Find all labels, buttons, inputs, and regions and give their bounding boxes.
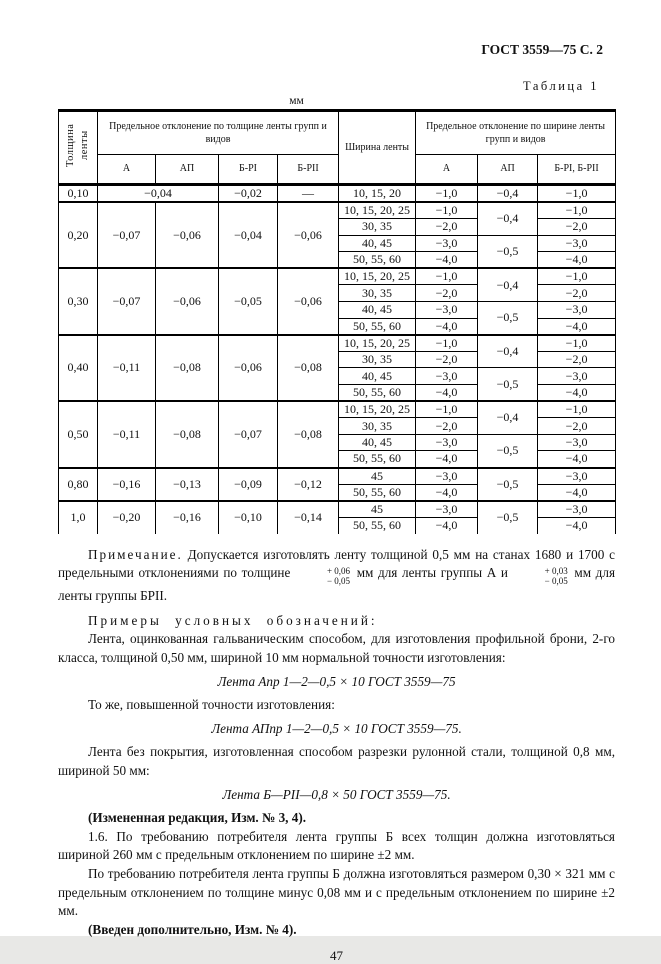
cell-wdev-b: −4,0 xyxy=(538,252,616,269)
cell-wdev-a: −3,0 xyxy=(416,434,478,451)
tolerances-table xyxy=(58,109,616,534)
cell-width: 45 xyxy=(339,501,416,518)
cell-wdev-ap: −0,4 xyxy=(478,268,538,301)
cell-wdev-a: −4,0 xyxy=(416,451,478,468)
example-paragraph-1: Лента, оцинкованная гальваническим способом, для изготовления профильной брони, 2-го класса, толщиной 0,50 мм, шириной 10 мм нормальной точности изготовления: xyxy=(58,631,615,666)
cell-width: 10, 15, 20, 25 xyxy=(339,401,416,418)
page-number: 47 xyxy=(330,948,343,964)
cell-width: 40, 45 xyxy=(339,302,416,319)
cell-wdev-a: −1,0 xyxy=(416,335,478,352)
cell-dev-bri: −0,06 xyxy=(219,335,278,401)
note-text-2: мм для ленты группы А и xyxy=(356,565,508,581)
cell-wdev-b: −2,0 xyxy=(538,219,616,236)
cell-thickness: 0,30 xyxy=(59,268,98,334)
cell-wdev-ap: −0,4 xyxy=(478,335,538,368)
cell-wdev-b: −2,0 xyxy=(538,418,616,435)
cell-width: 30, 35 xyxy=(339,418,416,435)
cell-wdev-ap: −0,5 xyxy=(478,434,538,467)
cell-wdev-b: −4,0 xyxy=(538,318,616,335)
cell-wdev-a: −4,0 xyxy=(416,385,478,402)
cell-dev-bri: −0,05 xyxy=(219,268,278,334)
cell-dev-ap: −0,06 xyxy=(156,202,219,268)
header-group-width-dev: Предельное отклонение по ширине ленты групп и видов xyxy=(416,111,616,155)
subheader-brii: Б-РII xyxy=(278,155,339,185)
cell-wdev-a: −3,0 xyxy=(416,468,478,485)
table-row xyxy=(59,202,616,219)
cell-dev-bri: −0,09 xyxy=(219,468,278,501)
cell-wdev-ap: −0,5 xyxy=(478,501,538,534)
cell-wdev-b: −2,0 xyxy=(538,285,616,302)
cell-wdev-a: −1,0 xyxy=(416,401,478,418)
cell-wdev-b: −4,0 xyxy=(538,385,616,402)
cell-width: 40, 45 xyxy=(339,368,416,385)
header-thickness: Толщина ленты xyxy=(59,111,98,185)
cell-wdev-b: −4,0 xyxy=(538,451,616,468)
subheader-bri: Б-РI xyxy=(219,155,278,185)
table-row xyxy=(59,185,616,203)
note-label: Примечание. xyxy=(88,546,183,562)
cell-dev-ap: −0,08 xyxy=(156,335,219,401)
table-row xyxy=(59,401,616,418)
revision-note-2: (Введен дополнительно, Изм. № 4). xyxy=(88,921,297,937)
cell-thickness: 0,20 xyxy=(59,202,98,268)
cell-wdev-b: −3,0 xyxy=(538,501,616,518)
cell-wdev-b: −3,0 xyxy=(538,368,616,385)
cell-wdev-b: −1,0 xyxy=(538,185,616,203)
cell-wdev-b: −4,0 xyxy=(538,484,616,501)
cell-dev-brii: −0,06 xyxy=(278,268,339,334)
cell-dev-a: −0,20 xyxy=(98,501,156,534)
cell-dev-a: −0,07 xyxy=(98,268,156,334)
cell-wdev-ap: −0,5 xyxy=(478,468,538,501)
cell-width: 10, 15, 20 xyxy=(339,185,416,203)
revision-note-1: (Измененная редакция, Изм. № 3, 4). xyxy=(88,810,307,826)
cell-width: 50, 55, 60 xyxy=(339,385,416,402)
cell-wdev-b: −1,0 xyxy=(538,335,616,352)
subheader-a2: А xyxy=(416,155,478,185)
header-width: Ширина ленты xyxy=(339,111,416,185)
cell-width: 10, 15, 20, 25 xyxy=(339,202,416,219)
cell-wdev-ap: −0,5 xyxy=(478,302,538,335)
cell-wdev-ap: −0,4 xyxy=(478,202,538,235)
clause-1-6-paragraph-2: По требованию потребителя лента группы Б должна изготовляться размером 0,30 × 321 мм с предельным отклонением по толщине минус 0,08 мм и с предельным отклонением по ширине ±2 мм. xyxy=(58,865,615,919)
designation-formula-3: Лента Б—РII—0,8 × 50 ГОСТ 3559—75. xyxy=(222,786,451,802)
cell-dev-brii: −0,08 xyxy=(278,401,339,467)
cell-wdev-b: −1,0 xyxy=(538,202,616,219)
document-header: ГОСТ 3559—75 С. 2 xyxy=(481,42,603,57)
cell-dev-a: −0,16 xyxy=(98,468,156,501)
cell-dev-brii: −0,08 xyxy=(278,335,339,401)
example-paragraph-3: Лента без покрытия, изготовленная способом разрезки рулонной стали, толщиной 0,8 мм, шириной 50 мм: xyxy=(58,744,615,779)
cell-wdev-a: −1,0 xyxy=(416,185,478,203)
tolerance-fraction-a: + 0,06 − 0,05 xyxy=(326,565,351,587)
cell-dev-brii: −0,12 xyxy=(278,468,339,501)
cell-wdev-a: −3,0 xyxy=(416,368,478,385)
cell-width: 30, 35 xyxy=(339,351,416,368)
cell-wdev-a: −4,0 xyxy=(416,252,478,269)
cell-thickness: 0,50 xyxy=(59,401,98,467)
cell-width: 40, 45 xyxy=(339,434,416,451)
cell-wdev-a: −4,0 xyxy=(416,318,478,335)
note-section xyxy=(58,546,615,606)
subheader-ap: АП xyxy=(156,155,219,185)
cell-dev-ap: −0,16 xyxy=(156,501,219,534)
cell-dev-ap: −0,13 xyxy=(156,468,219,501)
cell-width: 50, 55, 60 xyxy=(339,451,416,468)
cell-wdev-a: −1,0 xyxy=(416,202,478,219)
cell-wdev-a: −2,0 xyxy=(416,418,478,435)
header-group-thickness-dev: Предельное отклонение по толщине ленты групп и видов xyxy=(98,111,339,155)
cell-dev-a-ap: −0,04 xyxy=(98,185,219,203)
cell-wdev-a: −3,0 xyxy=(416,235,478,252)
table-row xyxy=(59,268,616,285)
cell-wdev-b: −2,0 xyxy=(538,351,616,368)
cell-wdev-a: −2,0 xyxy=(416,285,478,302)
cell-dev-a: −0,11 xyxy=(98,401,156,467)
designation-formula-1: Лента Апр 1—2—0,5 × 10 ГОСТ 3559—75 xyxy=(217,673,456,689)
cell-dev-bri: −0,07 xyxy=(219,401,278,467)
examples-heading: Примеры условных обозначений: xyxy=(88,612,378,628)
clause-1-6-paragraph-1: 1.6. По требованию потребителя лента группы Б всех толщин должна изготовляться шириной 260 мм с предельным отклонением по ширине ±2 мм. xyxy=(58,828,615,863)
cell-wdev-b: −4,0 xyxy=(538,517,616,534)
subheader-a: А xyxy=(98,155,156,185)
cell-wdev-a: −4,0 xyxy=(416,484,478,501)
cell-wdev-a: −2,0 xyxy=(416,351,478,368)
cell-dev-brii: — xyxy=(278,185,339,203)
cell-thickness: 0,10 xyxy=(59,185,98,203)
cell-width: 45 xyxy=(339,468,416,485)
subheader-b2: Б-РI, Б-РII xyxy=(538,155,616,185)
note-paragraph xyxy=(58,546,615,606)
cell-width: 30, 35 xyxy=(339,285,416,302)
cell-wdev-a: −3,0 xyxy=(416,302,478,319)
table-subheader-row xyxy=(59,155,616,185)
table-header-row xyxy=(59,111,616,155)
cell-width: 50, 55, 60 xyxy=(339,484,416,501)
cell-wdev-ap: −0,4 xyxy=(478,185,538,203)
tolerance-fraction-brii: + 0,03 − 0,05 xyxy=(544,565,568,587)
cell-dev-brii: −0,06 xyxy=(278,202,339,268)
cell-width: 50, 55, 60 xyxy=(339,517,416,534)
cell-width: 30, 35 xyxy=(339,219,416,236)
designation-formula-2: Лента АПпр 1—2—0,5 × 10 ГОСТ 3559—75. xyxy=(211,720,462,736)
note-text-1: Допускается изготовлять ленту толщиной 0,5 мм на станах 1680 и 1700 с предельными отклонениями по толщине xyxy=(58,546,616,581)
subheader-ap2: АП xyxy=(478,155,538,185)
table-row xyxy=(59,335,616,352)
cell-wdev-b: −3,0 xyxy=(538,434,616,451)
cell-wdev-b: −3,0 xyxy=(538,302,616,319)
cell-wdev-ap: −0,4 xyxy=(478,401,538,434)
cell-dev-bri: −0,02 xyxy=(219,185,278,203)
table-row xyxy=(59,468,616,485)
cell-dev-a: −0,11 xyxy=(98,335,156,401)
cell-width: 40, 45 xyxy=(339,235,416,252)
cell-wdev-b: −3,0 xyxy=(538,468,616,485)
cell-width: 10, 15, 20, 25 xyxy=(339,335,416,352)
cell-thickness: 0,40 xyxy=(59,335,98,401)
cell-wdev-a: −2,0 xyxy=(416,219,478,236)
cell-wdev-b: −1,0 xyxy=(538,401,616,418)
cell-dev-brii: −0,14 xyxy=(278,501,339,534)
table-row xyxy=(59,501,616,518)
cell-width: 10, 15, 20, 25 xyxy=(339,268,416,285)
cell-dev-bri: −0,10 xyxy=(219,501,278,534)
cell-wdev-a: −4,0 xyxy=(416,517,478,534)
cell-wdev-a: −1,0 xyxy=(416,268,478,285)
table-caption: Таблица 1 xyxy=(523,79,599,93)
cell-dev-ap: −0,06 xyxy=(156,268,219,334)
cell-wdev-ap: −0,5 xyxy=(478,235,538,268)
cell-wdev-b: −1,0 xyxy=(538,268,616,285)
table-unit-label: мм xyxy=(289,95,304,107)
cell-wdev-b: −3,0 xyxy=(538,235,616,252)
note-text-3: мм для ленты группы БРII. xyxy=(58,565,616,604)
cell-width: 50, 55, 60 xyxy=(339,318,416,335)
cell-dev-a: −0,07 xyxy=(98,202,156,268)
cell-wdev-ap: −0,5 xyxy=(478,368,538,401)
cell-width: 50, 55, 60 xyxy=(339,252,416,269)
cell-thickness: 0,80 xyxy=(59,468,98,501)
cell-dev-bri: −0,04 xyxy=(219,202,278,268)
cell-wdev-a: −3,0 xyxy=(416,501,478,518)
example-paragraph-2: То же, повышенной точности изготовления: xyxy=(88,697,335,713)
cell-thickness: 1,0 xyxy=(59,501,98,534)
cell-dev-ap: −0,08 xyxy=(156,401,219,467)
